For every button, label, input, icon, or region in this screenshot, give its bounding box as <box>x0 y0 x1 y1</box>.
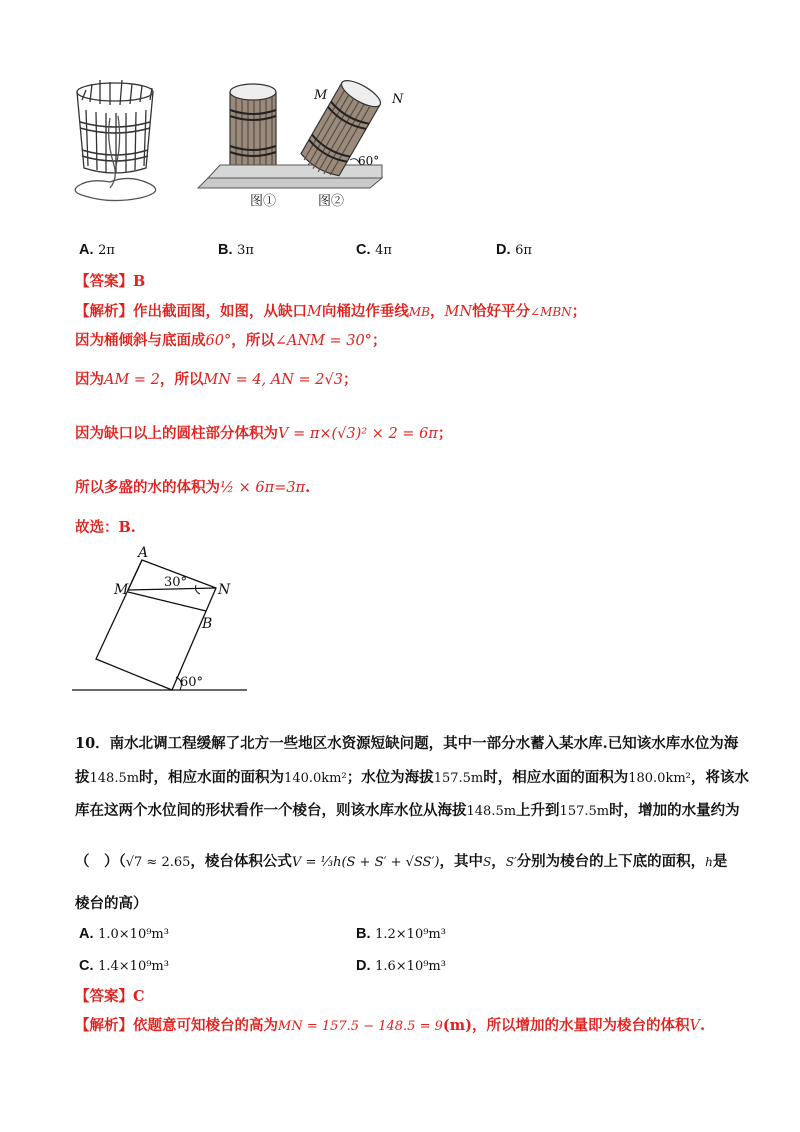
q9-option-a: A. 2π <box>79 242 115 258</box>
q9-option-c: C. 4π <box>356 242 392 258</box>
leaking-bucket-illustration <box>75 80 155 201</box>
q10-line-2: 拔148.5m时，相应水面的面积为140.0km²；水位为海拔157.5m时，相应水面的面积为180.0km²，将该水 <box>75 769 749 786</box>
q9-option-d: D. 6π <box>496 242 532 258</box>
q9-analysis-line-2: 因为桶倾斜与底面成60°，所以∠ANM = 30°； <box>75 332 387 349</box>
caption-fig2: 图② <box>318 194 345 209</box>
fig2-label-m: M <box>314 88 328 103</box>
q9-answer: 【答案】B <box>75 273 146 290</box>
diagram-angle-30: 30° <box>164 575 188 590</box>
q10-option-b: B. 1.2×10⁹m³ <box>356 926 446 942</box>
fig2-angle-label: 60° <box>358 154 380 168</box>
caption-fig1: 图① <box>250 194 277 209</box>
diagram-label-b: B <box>202 616 213 632</box>
cross-section-diagram <box>72 545 252 695</box>
q9-analysis-line-1: 【解析】作出截面图，如图，从缺口M向桶边作垂线MB，MN恰好平分∠MBN； <box>75 303 587 320</box>
platform-surface <box>198 178 382 188</box>
diagram-label-n: N <box>218 582 231 598</box>
q10-option-d: D. 1.6×10⁹m³ <box>356 958 446 974</box>
q9-analysis-line-5: 所以多盛的水的体积为½ × 6π=3π. <box>75 479 311 496</box>
q9-option-b: B. 3π <box>218 242 254 258</box>
fig2-label-n: N <box>392 92 404 107</box>
q10-line-5: 棱台的高） <box>75 895 148 912</box>
q9-conclusion: 故选：B. <box>75 519 136 536</box>
q10-line-1: 10．南水北调工程缓解了北方一些地区水资源短缺问题，其中一部分水蓄入某水库.已知该水库水位为海 <box>75 735 739 752</box>
q9-analysis-line-3: 因为AM = 2，所以MN = 4, AN = 2√3； <box>75 371 358 388</box>
diagram-angle-60: 60° <box>180 675 204 690</box>
upright-barrel-illustration <box>230 84 276 173</box>
q10-line-3: 库在这两个水位间的形状看作一个棱台，则该水库水位从海拔148.5m上升到157.5m时，增加的水量约为 <box>75 802 740 819</box>
diagram-label-a: A <box>138 545 149 561</box>
q10-answer: 【答案】C <box>75 988 145 1005</box>
diagram-label-m: M <box>114 582 129 598</box>
q10-line-4: （ ）（√7 ≈ 2.65，棱台体积公式V = ⅓h(S + S′ + √SS′)，其中S，S′分别为棱台的上下底的面积，h是 <box>75 853 728 870</box>
q10-option-c: C. 1.4×10⁹m³ <box>79 958 169 974</box>
q9-analysis-line-4: 因为缺口以上的圆柱部分体积为V = π×(√3)² × 2 = 6π； <box>75 425 453 442</box>
bucket-figure <box>70 70 400 210</box>
q10-analysis: 【解析】依题意可知棱台的高为MN = 157.5 − 148.5 = 9(m)，所以增加的水量即为棱台的体积V. <box>75 1017 705 1034</box>
q10-option-a: A. 1.0×10⁹m³ <box>79 926 169 942</box>
